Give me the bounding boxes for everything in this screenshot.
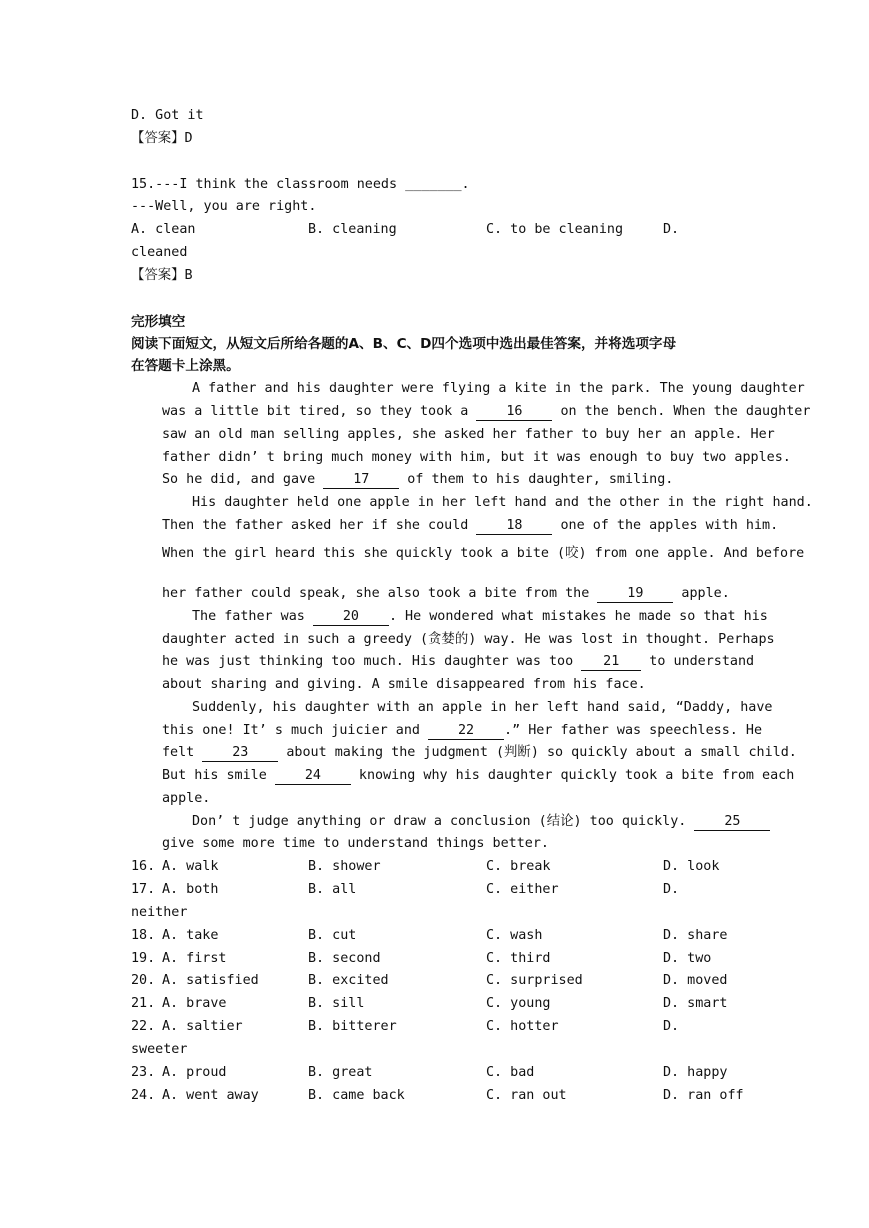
blank-18: 18 [476,518,552,535]
passage-text: this one! It’ s much juicier and [162,723,429,738]
choice-number: 17. [131,882,156,897]
choice-option-a: A. satisfied [162,973,259,988]
passage-text: . He wondered what mistakes he made so that his [388,609,768,624]
passage-line [162,403,811,421]
choice-option-a: A. walk [162,859,219,874]
passage-line: apple. [162,791,211,806]
choice-option-d: D. moved [663,973,728,988]
passage-line: Suddenly, his daughter with an apple in her left hand said, “Daddy, have [192,700,773,715]
passage-line [162,471,737,489]
choice-option-b: B. came back [308,1088,405,1103]
choice-option-b: B. bitterer [308,1019,397,1034]
q15-reply: ---Well, you are right. [131,199,317,214]
section-title: 完形填空 [131,314,186,330]
passage-line: saw an old man selling apples, she asked her father to buy her an apple. Her [162,427,775,442]
blank-17: 17 [323,472,399,489]
q15-option-d-wrap: cleaned [131,245,188,260]
passage-line: about sharing and giving. A smile disappeared from his face. [162,677,646,692]
choice-option-d: D. [663,1019,680,1034]
passage-text: Don’ t judge anything or draw a conclusion (结论) too quickly. [192,814,695,829]
choice-option-d: D. smart [663,996,728,1011]
choice-option-b: B. second [308,951,381,966]
passage-line: father didn’ t bring much money with him, but it was enough to buy two apples. [162,450,791,465]
passage-text: So he did, and gave [162,472,324,487]
passage-line [192,608,768,626]
passage-text: about making the judgment (判断) so quickly about a small child. [278,745,797,760]
section-instruction-2: 在答题卡上涂黑。 [131,358,240,374]
blank-23: 23 [202,745,278,762]
passage-line [162,585,737,603]
choice-option-c: C. bad [486,1065,535,1080]
choice-number: 22. [131,1019,156,1034]
choice-number: 24. [131,1088,156,1103]
choice-number: 20. [131,973,156,988]
choice-option-c: C. ran out [486,1088,567,1103]
choice-option-a: A. both [162,882,219,897]
blank-20: 20 [313,609,389,626]
passage-text: was a little bit tired, so they took a [162,404,477,419]
passage-line [162,767,795,785]
choice-number: 19. [131,951,156,966]
choice-option-a: A. first [162,951,227,966]
choice-option-a: A. went away [162,1088,259,1103]
choice-option-a: A. take [162,928,219,943]
passage-text: of them to his daughter, smiling. [399,472,674,487]
passage-line: give some more time to understand things better. [162,836,549,851]
choice-option-d: D. happy [663,1065,728,1080]
choice-option-c: C. either [486,882,559,897]
passage-line [162,744,797,762]
choice-option-b: B. cut [308,928,357,943]
passage-text: .” Her father was speechless. He [504,723,763,738]
blank-24: 24 [275,768,351,785]
passage-text: felt [162,745,203,760]
choice-option-b: B. excited [308,973,389,988]
q14-answer: 【答案】D [131,131,193,146]
choice-option-c: C. surprised [486,973,583,988]
passage-text: apple. [673,586,730,601]
passage-text: The father was [192,609,313,624]
choice-option-d: D. [663,882,680,897]
passage-line [162,722,763,740]
choice-option-c: C. third [486,951,551,966]
q15-option-d: D. [663,222,680,237]
choice-option-c: C. wash [486,928,543,943]
passage-text: one of the apples with him. [552,518,779,533]
choice-option-b: B. shower [308,859,381,874]
choice-option-d: D. two [663,951,712,966]
choice-number: 21. [131,996,156,1011]
q15-option-a: A. clean [131,222,196,237]
passage-text: her father could speak, she also took a bite from the [162,586,598,601]
choice-number: 23. [131,1065,156,1080]
passage-text: on the bench. When the daughter [552,404,811,419]
passage-line [192,813,741,831]
blank-22: 22 [428,723,504,740]
choice-option-b: B. great [308,1065,373,1080]
choice-option-c: C. hotter [486,1019,559,1034]
q15-answer: 【答案】B [131,268,193,283]
choice-option-d-wrap: sweeter [131,1042,188,1057]
q15-option-b: B. cleaning [308,222,397,237]
blank-25: 25 [694,814,770,831]
choice-option-d: D. share [663,928,728,943]
q14-option-d: D. Got it [131,108,204,123]
choice-number: 18. [131,928,156,943]
section-instruction-1: 阅读下面短文，从短文后所给各题的A、B、C、D四个选项中选出最佳答案，并将选项字母 [131,336,677,352]
passage-text: But his smile [162,768,275,783]
passage-line: A father and his daughter were flying a kite in the park. The young daughter [192,381,805,396]
passage-text: to understand [641,654,755,669]
passage-line [162,517,779,535]
choice-option-d: D. ran off [663,1088,744,1103]
choice-option-a: A. saltier [162,1019,243,1034]
choice-option-a: A. brave [162,996,227,1011]
choice-option-b: B. all [308,882,357,897]
choice-option-d: D. look [663,859,720,874]
passage-text: he was just thinking too much. His daughter was too [162,654,582,669]
passage-text: knowing why his daughter quickly took a bite from each [350,768,795,783]
passage-line: His daughter held one apple in her left hand and the other in the right hand. [192,495,813,510]
choice-option-c: C. young [486,996,551,1011]
blank-21: 21 [581,654,641,671]
choice-option-d-wrap: neither [131,905,188,920]
blank-16: 16 [476,404,552,421]
passage-line: daughter acted in such a greedy (贪婪的) way. He was lost in thought. Perhaps [162,632,775,647]
choice-option-a: A. proud [162,1065,227,1080]
choice-option-c: C. break [486,859,551,874]
q15-option-c: C. to be cleaning [486,222,624,237]
choice-number: 16. [131,859,156,874]
passage-line: When the girl heard this she quickly took a bite (咬) from one apple. And before [162,546,805,561]
q15-question: 15.---I think the classroom needs _______. [131,177,470,192]
choice-option-b: B. sill [308,996,365,1011]
blank-19: 19 [597,586,673,603]
passage-text: Then the father asked her if she could [162,518,477,533]
passage-line [162,653,755,671]
